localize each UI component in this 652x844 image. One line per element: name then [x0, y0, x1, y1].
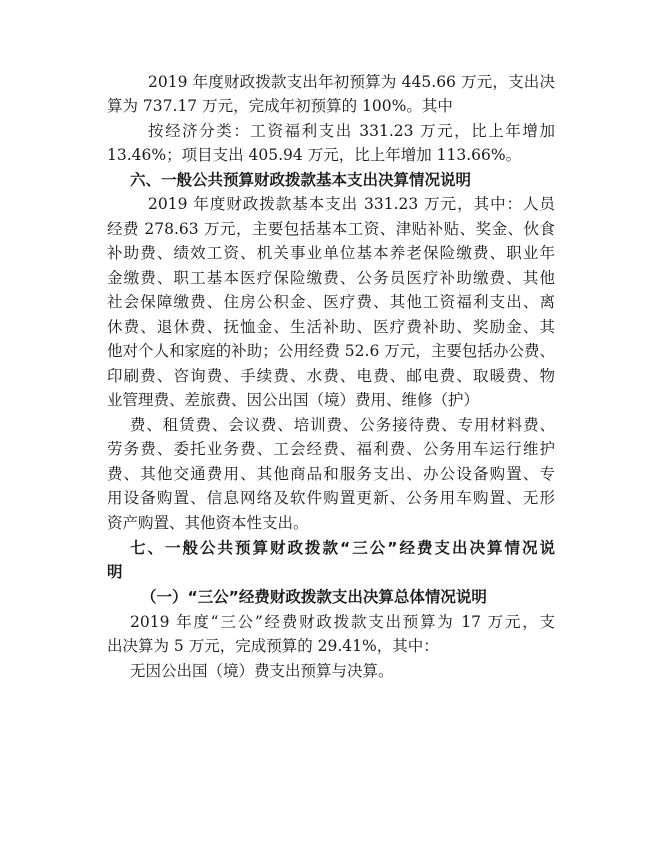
section-heading-6: 六、一般公共预算财政拨款基本支出决算情况说明 — [130, 171, 472, 189]
section-heading-7-line-1: 七、一般公共预算财政拨款“三公”经费支出决算情况说 — [130, 539, 555, 557]
para-three-public-line-2: 出决算为 5 万元，完成预算的 29.41%，其中： — [107, 637, 439, 655]
section-heading-7-line-2: 明 — [107, 563, 123, 581]
para-expense-line-5: 资产购置、其他资本性支出。 — [107, 514, 309, 532]
para-expense-line-3: 费、其他交通费用、其他商品和服务支出、办公设备购置、专 — [107, 465, 555, 483]
para-expense-line-4: 用设备购置、信息网络及软件购置更新、公务用车购置、无形 — [107, 489, 555, 507]
para-expense-line-2: 劳务费、委托业务费、工会经费、福利费、公务用车运行维护 — [107, 440, 555, 458]
para-basic-line-1: 2019 年度财政拨款基本支出 331.23 万元，其中：人员 — [148, 195, 555, 213]
para-three-public-line-1: 2019 年度“三公”经费财政拨款支出预算为 17 万元，支 — [130, 613, 555, 631]
para-economic-line-2: 13.46%；项目支出 405.94 万元，比上年增加 113.66%。 — [107, 146, 522, 164]
para-basic-line-5: 社会保障缴费、住房公积金、医疗费、其他工资福利支出、离 — [107, 293, 555, 311]
para-overseas: 无因公出国（境）费支出预算与决算。 — [130, 662, 394, 680]
subheading-1: （一）“三公”经费财政拨款支出决算总体情况说明 — [141, 588, 487, 606]
para-basic-line-6: 休费、退休费、抚恤金、生活补助、医疗费补助、奖励金、其 — [107, 318, 555, 336]
para-basic-line-8: 印刷费、咨询费、手续费、水费、电费、邮电费、取暖费、物 — [107, 367, 555, 385]
para-budget-line-2: 算为 737.17 万元，完成年初预算的 100%。其中 — [107, 97, 453, 115]
para-basic-line-3: 补助费、绩效工资、机关事业单位基本养老保险缴费、职业年 — [107, 244, 555, 262]
para-basic-line-7: 他对个人和家庭的补助；公用经费 52.6 万元，主要包括办公费、 — [107, 342, 555, 360]
para-economic-line-1: 按经济分类：工资福利支出 331.23 万元，比上年增加 — [148, 122, 555, 140]
para-expense-line-1: 费、租赁费、会议费、培训费、公务接待费、专用材料费、 — [130, 416, 555, 434]
para-basic-line-9: 业管理费、差旅费、因公出国（境）费用、维修（护） — [107, 391, 480, 409]
para-budget-line-1: 2019 年度财政拨款支出年初预算为 445.66 万元，支出决 — [148, 73, 555, 91]
para-basic-line-2: 经费 278.63 万元，主要包括基本工资、津贴补贴、奖金、伙食 — [107, 220, 555, 238]
para-basic-line-4: 金缴费、职工基本医疗保险缴费、公务员医疗补助缴费、其他 — [107, 269, 555, 287]
